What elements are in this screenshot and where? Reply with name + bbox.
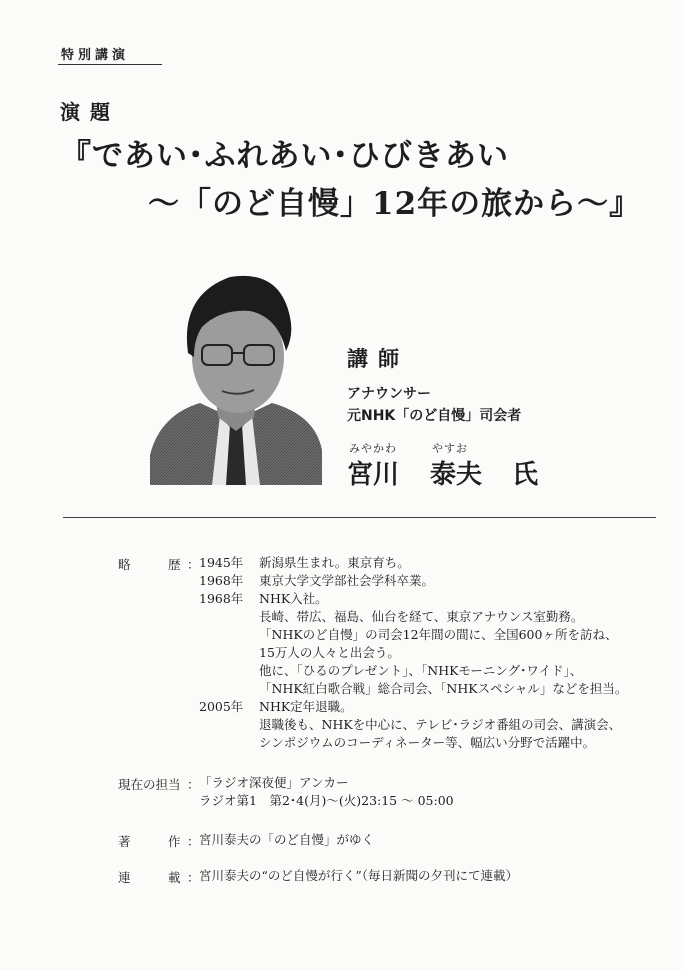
current-line-1: 「ラジオ深夜便」アンカー (199, 775, 349, 790)
serial-label-b: 載 (168, 870, 181, 885)
bio-year: 1968年 (199, 591, 244, 606)
lecturer-photo (150, 265, 322, 485)
bio-label-b: 歴 (168, 557, 181, 572)
bio-text: 15万人の人々と出会う。 (259, 645, 400, 660)
lecturer-role-2: 元NHK「のど自慢」司会者 (347, 408, 522, 424)
lecture-title-line-2: 〜「のど自慢」12年の旅から〜』 (148, 186, 642, 222)
section-tag-underline (58, 64, 162, 65)
bio-text: シンポジウムのコーディネーター等、幅広い分野で活躍中。 (259, 735, 596, 750)
serial-label-a: 連 (118, 870, 131, 885)
works-label-a: 著 (118, 834, 131, 849)
bio-year: 1945年 (199, 555, 244, 570)
bio-text: NHK定年退職。 (259, 699, 353, 714)
bio-text: 他に、「ひるのプレゼント」、「NHKモーニング･ワイド」、 (259, 663, 583, 678)
bio-colon: ： (187, 557, 200, 572)
bio-text: 「NHKのど自慢」の司会12年間の間に、全国600ヶ所を訪ね、 (259, 627, 618, 642)
name-ruby-family: やすお (432, 442, 468, 455)
bio-text: NHK入社。 (259, 591, 328, 606)
lecture-title-line-1: 『であい･ふれあい･ひびきあい (60, 138, 509, 174)
bio-text: 東京大学文学部社会学科卒業。 (259, 573, 435, 588)
title-label: 演題 (60, 100, 120, 124)
lecturer-label: 講師 (347, 347, 409, 371)
serial-colon: ： (187, 870, 200, 885)
bio-text: 長崎、帯広、福島、仙台を経て、東京アナウンス室勤務。 (259, 609, 584, 624)
bio-year: 2005年 (199, 699, 244, 714)
lecturer-honorific: 氏 (512, 460, 539, 490)
lecturer-name-family: 泰夫 (430, 460, 483, 490)
name-ruby-given: みやかわ (349, 442, 397, 455)
bio-text: 退職後も、NHKを中心に、テレビ･ラジオ番組の司会、講演会、 (259, 717, 622, 732)
section-tag: 特別講演 (61, 48, 130, 63)
current-line-2: ラジオ第1 第2･4(月)〜(火)23:15 〜 05:00 (199, 793, 454, 808)
works-colon: ： (187, 834, 200, 849)
current-colon: ： (187, 777, 200, 792)
works-label-b: 作 (168, 834, 181, 849)
lecturer-role-1: アナウンサー (347, 386, 431, 402)
bio-label-a: 略 (118, 557, 131, 572)
bio-text: 「NHK紅白歌合戦」総合司会、「NHKスペシャル」などを担当。 (259, 681, 628, 696)
works-text: 宮川泰夫の「のど自慢」がゆく (199, 832, 375, 847)
serial-text: 宮川泰夫の“のど自慢が行く”（毎日新聞の夕刊にて連載） (199, 868, 519, 883)
lecturer-name-given: 宮川 (347, 460, 400, 490)
bio-year: 1968年 (199, 573, 244, 588)
current-label: 現在の担当 (118, 777, 181, 792)
bio-text: 新潟県生まれ。東京育ち。 (259, 555, 410, 570)
section-divider (63, 517, 656, 518)
